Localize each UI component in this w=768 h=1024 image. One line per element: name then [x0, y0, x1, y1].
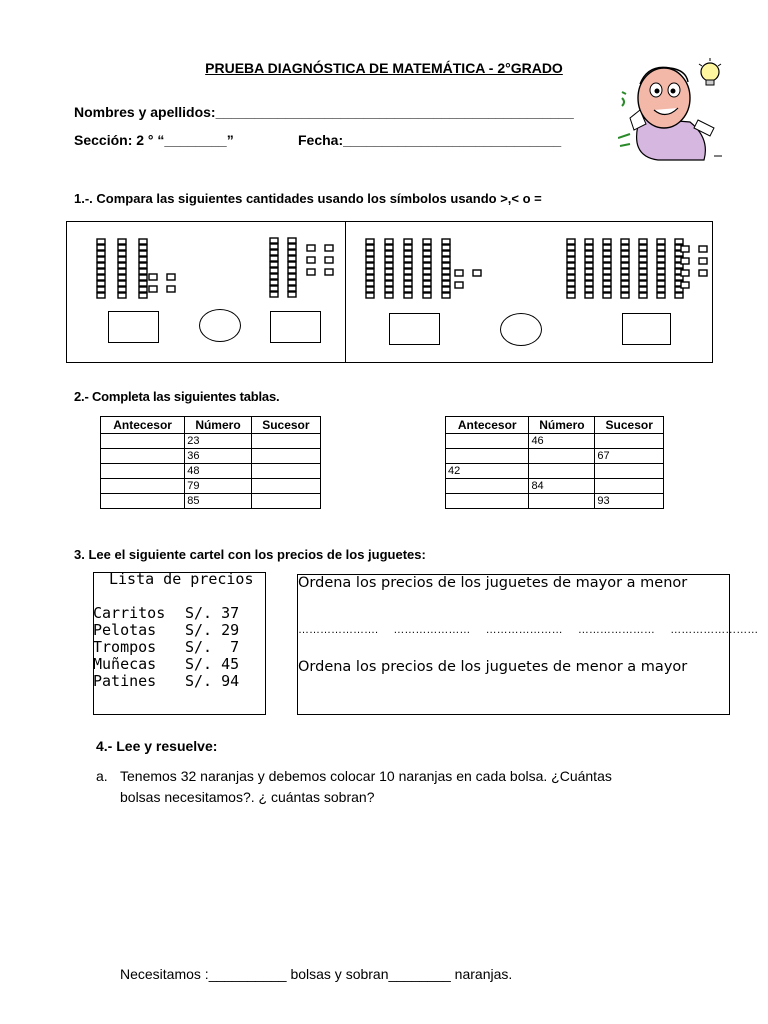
- ten-rod-cell: [442, 263, 450, 268]
- ten-rod-cell: [567, 287, 575, 292]
- ten-rod-cell: [366, 281, 374, 286]
- unit-cube: [681, 282, 689, 288]
- ten-rod-cell: [288, 238, 296, 243]
- unit-cube: [681, 246, 689, 252]
- ten-rod-cell: [567, 239, 575, 244]
- cell[interactable]: [251, 464, 320, 479]
- ten-rod-cell: [404, 275, 412, 280]
- ten-rod-cell: [423, 245, 431, 250]
- unit-cube: [167, 286, 175, 292]
- ten-rod-cell: [603, 239, 611, 244]
- table-2: [445, 416, 664, 509]
- ten-rod-cell: [404, 251, 412, 256]
- ten-rod-cell: [567, 269, 575, 274]
- ten-rod-cell: [639, 281, 647, 286]
- cell[interactable]: [446, 479, 529, 494]
- cell[interactable]: [529, 449, 595, 464]
- ten-rod-cell: [657, 263, 665, 268]
- cell[interactable]: [251, 449, 320, 464]
- cell[interactable]: 67: [595, 449, 664, 464]
- ten-rod-cell: [621, 269, 629, 274]
- ten-rod-cell: [404, 287, 412, 292]
- ten-rod-cell: [639, 257, 647, 262]
- ten-rod-cell: [423, 293, 431, 298]
- ten-rod-cell: [139, 293, 147, 298]
- ten-rod-cell: [585, 293, 593, 298]
- ten-rod-cell: [621, 281, 629, 286]
- ten-rod-cell: [603, 257, 611, 262]
- ten-rod-cell: [567, 251, 575, 256]
- table-row: [446, 494, 664, 509]
- ten-rod-cell: [366, 263, 374, 268]
- ten-rod-cell: [423, 251, 431, 256]
- answer-dots[interactable]: …………………: [485, 624, 563, 636]
- answer-line[interactable]: Necesitamos :__________ bolsas y sobran________ naranjas.: [120, 966, 513, 982]
- cell[interactable]: 46: [529, 434, 595, 449]
- order-asc-instruction: Ordena los precios de los juguetes de menor a mayor: [298, 659, 688, 675]
- unit-cube: [149, 274, 157, 280]
- ten-rod-cell: [621, 245, 629, 250]
- order-answer-dots[interactable]: [298, 624, 758, 636]
- unit-cube: [681, 258, 689, 264]
- ten-rod-cell: [97, 263, 105, 268]
- ten-rod-cell: [657, 275, 665, 280]
- ten-rod-cell: [139, 263, 147, 268]
- ten-rod-cell: [442, 281, 450, 286]
- ten-rod-cell: [639, 269, 647, 274]
- ten-rod-cell: [118, 281, 126, 286]
- unit-cube: [473, 270, 481, 276]
- ten-rod-cell: [366, 293, 374, 298]
- ten-rod-cell: [585, 269, 593, 274]
- ten-rod-cell: [657, 293, 665, 298]
- col-antecesor: Antecesor: [101, 417, 185, 434]
- table-1: [100, 416, 321, 509]
- ten-rod-cell: [621, 257, 629, 262]
- ten-rod-cell: [97, 281, 105, 286]
- ten-rod-cell: [139, 245, 147, 250]
- ten-rod-cell: [423, 275, 431, 280]
- ten-rod-cell: [270, 238, 278, 243]
- ten-rod-cell: [657, 269, 665, 274]
- cell[interactable]: [101, 479, 185, 494]
- cell: 23: [185, 434, 252, 449]
- cell[interactable]: [595, 464, 664, 479]
- section-line[interactable]: Sección: 2 ° “________”: [74, 132, 234, 148]
- list-item: [93, 673, 239, 690]
- table-row: [101, 434, 321, 449]
- ten-rod-cell: [97, 245, 105, 250]
- ten-rod-cell: [139, 275, 147, 280]
- ten-rod-cell: [288, 244, 296, 249]
- cell: 79: [185, 479, 252, 494]
- unit-cube: [149, 286, 157, 292]
- ten-rod-cell: [288, 280, 296, 285]
- ten-rod-cell: [603, 287, 611, 292]
- ten-rod-cell: [288, 250, 296, 255]
- ten-rod-cell: [288, 262, 296, 267]
- item-price: S/. 94: [185, 672, 240, 690]
- ten-rod-cell: [585, 263, 593, 268]
- ten-rod-cell: [385, 245, 393, 250]
- ten-rod-cell: [585, 275, 593, 280]
- cell[interactable]: [446, 449, 529, 464]
- ten-rod-cell: [621, 263, 629, 268]
- teacher-cartoon-icon: [618, 58, 728, 162]
- ten-rod-cell: [139, 257, 147, 262]
- ten-rod-cell: [442, 245, 450, 250]
- ten-rod-cell: [385, 263, 393, 268]
- item-name: Carritos: [93, 604, 166, 622]
- cell: 36: [185, 449, 252, 464]
- cell[interactable]: [595, 434, 664, 449]
- page-title: PRUEBA DIAGNÓSTICA DE MATEMÁTICA - 2°GRADO: [205, 60, 563, 76]
- unit-cube: [699, 246, 707, 252]
- ten-rod-cell: [270, 268, 278, 273]
- ten-rod-cell: [385, 281, 393, 286]
- ten-rod-cell: [270, 292, 278, 297]
- ten-rod-cell: [385, 239, 393, 244]
- compare-box: [66, 221, 713, 363]
- cell[interactable]: [101, 434, 185, 449]
- cell: 48: [185, 464, 252, 479]
- ten-rod-cell: [567, 263, 575, 268]
- unit-cube: [681, 270, 689, 276]
- cell[interactable]: 84: [529, 479, 595, 494]
- ten-rod-cell: [657, 245, 665, 250]
- answer-dots[interactable]: …………………: [393, 624, 471, 636]
- ten-rod-cell: [139, 287, 147, 292]
- cell[interactable]: [101, 464, 185, 479]
- ten-rod-cell: [385, 275, 393, 280]
- ten-rod-cell: [621, 239, 629, 244]
- ten-rod-cell: [657, 251, 665, 256]
- ten-rod-cell: [404, 239, 412, 244]
- ten-rod-cell: [270, 280, 278, 285]
- ten-rod-cell: [118, 275, 126, 280]
- col-sucesor: Sucesor: [251, 417, 320, 434]
- ten-rod-cell: [270, 274, 278, 279]
- ten-rod-cell: [97, 287, 105, 292]
- unit-cube: [699, 270, 707, 276]
- ten-rod-cell: [288, 292, 296, 297]
- table-row: [101, 449, 321, 464]
- unit-cube: [307, 269, 315, 275]
- unit-cube: [325, 245, 333, 251]
- cell[interactable]: [101, 449, 185, 464]
- item-name: Pelotas: [93, 621, 157, 639]
- item-name: Patines: [93, 672, 157, 690]
- date-line[interactable]: Fecha:____________________________: [298, 132, 562, 148]
- ten-rod-cell: [585, 251, 593, 256]
- ten-rod-cell: [442, 293, 450, 298]
- ten-rod-cell: [423, 257, 431, 262]
- ten-rod-cell: [657, 239, 665, 244]
- cell[interactable]: [446, 434, 529, 449]
- table-row: [446, 449, 664, 464]
- ten-rod-cell: [639, 293, 647, 298]
- ten-rod-cell: [639, 239, 647, 244]
- cell[interactable]: [251, 479, 320, 494]
- ten-rod-cell: [404, 245, 412, 250]
- question-1-label: 1.-. Compara las siguientes cantidades usando los símbolos usando >,< o =: [74, 191, 542, 206]
- list-item: [93, 622, 239, 639]
- answer-box-1a[interactable]: [108, 311, 159, 343]
- cell[interactable]: [595, 479, 664, 494]
- ten-rod-cell: [567, 245, 575, 250]
- ten-rod-cell: [97, 293, 105, 298]
- ten-rod-cell: [567, 293, 575, 298]
- ten-rod-cell: [442, 257, 450, 262]
- question-4-label: 4.- Lee y resuelve:: [96, 738, 218, 754]
- ten-rod-cell: [585, 245, 593, 250]
- ten-rod-cell: [270, 256, 278, 261]
- ten-rod-cell: [366, 269, 374, 274]
- ten-rod-cell: [675, 293, 683, 298]
- ten-rod-cell: [567, 257, 575, 262]
- ten-rod-cell: [139, 281, 147, 286]
- ten-rod-cell: [366, 275, 374, 280]
- list-item: [93, 639, 239, 656]
- ten-rod-cell: [139, 239, 147, 244]
- ten-rod-cell: [603, 251, 611, 256]
- col-numero: Número: [185, 417, 252, 434]
- ten-rod-cell: [639, 287, 647, 292]
- ten-rod-cell: [118, 257, 126, 262]
- ten-rod-cell: [603, 275, 611, 280]
- ten-rod-cell: [385, 293, 393, 298]
- problem-line-2: bolsas necesitamos?. ¿ cuántas sobran?: [120, 789, 375, 805]
- ten-rod-cell: [97, 239, 105, 244]
- ten-rod-cell: [423, 263, 431, 268]
- ten-rod-cell: [385, 269, 393, 274]
- cell[interactable]: [251, 494, 320, 509]
- unit-cube: [325, 257, 333, 263]
- ten-rod-cell: [585, 287, 593, 292]
- ten-rod-cell: [585, 281, 593, 286]
- cell: 85: [185, 494, 252, 509]
- price-list-box: [93, 572, 266, 715]
- cell[interactable]: [529, 494, 595, 509]
- table-row: [101, 464, 321, 479]
- order-box: [297, 574, 759, 715]
- col-antecesor: Antecesor: [446, 417, 529, 434]
- item-price: S/. 7: [185, 638, 240, 656]
- cell[interactable]: 42: [446, 464, 529, 479]
- ten-rod-cell: [442, 287, 450, 292]
- ten-rod-cell: [657, 281, 665, 286]
- question-3-label: 3. Lee el siguiente cartel con los precios de los juguetes:: [74, 547, 426, 562]
- ten-rod-cell: [270, 286, 278, 291]
- ten-rod-cell: [118, 245, 126, 250]
- table-row: [101, 479, 321, 494]
- cell[interactable]: [529, 464, 595, 479]
- ten-rod-cell: [97, 251, 105, 256]
- question-2-label: 2.- Completa las siguientes tablas.: [74, 389, 280, 404]
- item-price: S/. 37: [185, 604, 240, 622]
- ten-rod-cell: [288, 268, 296, 273]
- ten-rod-cell: [639, 275, 647, 280]
- ten-rod-cell: [97, 275, 105, 280]
- ten-rod-cell: [366, 251, 374, 256]
- ten-rod-cell: [621, 293, 629, 298]
- unit-cube: [307, 257, 315, 263]
- ten-rod-cell: [97, 269, 105, 274]
- item-price: S/. 29: [185, 621, 240, 639]
- ten-rod-cell: [639, 251, 647, 256]
- names-line[interactable]: Nombres y apellidos:______________________________________________: [74, 104, 574, 120]
- ten-rod-cell: [603, 269, 611, 274]
- item-price: S/. 45: [185, 655, 240, 673]
- table-row: [446, 434, 664, 449]
- price-list: [93, 605, 239, 690]
- cell[interactable]: 93: [595, 494, 664, 509]
- price-list-title: Lista de precios: [109, 570, 254, 588]
- ten-rod-cell: [118, 293, 126, 298]
- cell[interactable]: [251, 434, 320, 449]
- answer-dots[interactable]: ………………….: [298, 624, 379, 636]
- compare-circle-2[interactable]: [500, 313, 542, 346]
- ten-rod-cell: [603, 245, 611, 250]
- unit-cube: [699, 258, 707, 264]
- ten-rod-cell: [442, 269, 450, 274]
- ten-rod-cell: [366, 245, 374, 250]
- ten-rod-cell: [404, 257, 412, 262]
- ten-rod-cell: [621, 251, 629, 256]
- answer-dots[interactable]: ……………………: [670, 624, 759, 636]
- ten-rod-cell: [603, 293, 611, 298]
- ten-rod-cell: [366, 257, 374, 262]
- ten-rod-cell: [385, 257, 393, 262]
- ten-rod-cell: [423, 281, 431, 286]
- cell[interactable]: [101, 494, 185, 509]
- ten-rod-cell: [639, 263, 647, 268]
- answer-box-2a[interactable]: [389, 313, 440, 345]
- ten-rod-cell: [675, 239, 683, 244]
- ten-rod-cell: [118, 263, 126, 268]
- ten-rod-cell: [423, 269, 431, 274]
- ten-rod-cell: [270, 244, 278, 249]
- ten-rod-cell: [567, 275, 575, 280]
- unit-cube: [455, 270, 463, 276]
- table-row: [446, 464, 664, 479]
- ten-rod-cell: [423, 287, 431, 292]
- ten-rod-cell: [118, 269, 126, 274]
- ten-rod-cell: [139, 251, 147, 256]
- col-numero: Número: [529, 417, 595, 434]
- ten-rod-cell: [404, 269, 412, 274]
- col-sucesor: Sucesor: [595, 417, 664, 434]
- ten-rod-cell: [288, 274, 296, 279]
- ten-rod-cell: [423, 239, 431, 244]
- ten-rod-cell: [404, 281, 412, 286]
- answer-box-2b[interactable]: [622, 313, 671, 345]
- ten-rod-cell: [621, 275, 629, 280]
- unit-cube: [455, 282, 463, 288]
- ten-rod-cell: [366, 239, 374, 244]
- table-row: [446, 479, 664, 494]
- ten-rod-cell: [139, 269, 147, 274]
- ten-rod-cell: [270, 250, 278, 255]
- ten-rod-cell: [118, 287, 126, 292]
- ten-rod-cell: [366, 287, 374, 292]
- answer-dots[interactable]: …………………: [577, 624, 655, 636]
- ten-rod-cell: [385, 251, 393, 256]
- ten-rod-cell: [621, 287, 629, 292]
- problem-letter: a.: [96, 768, 108, 784]
- unit-cube: [325, 269, 333, 275]
- unit-cube: [167, 274, 175, 280]
- unit-cube: [307, 245, 315, 251]
- list-item: [93, 605, 239, 622]
- ten-rod-cell: [657, 257, 665, 262]
- ten-rod-cell: [270, 262, 278, 267]
- ten-rod-cell: [288, 286, 296, 291]
- list-item: [93, 656, 239, 673]
- cell[interactable]: [446, 494, 529, 509]
- ten-rod-cell: [118, 251, 126, 256]
- problem-line-1: Tenemos 32 naranjas y debemos colocar 10 naranjas en cada bolsa. ¿Cuántas: [120, 768, 612, 784]
- ten-rod-cell: [97, 257, 105, 262]
- table-row: [101, 494, 321, 509]
- ten-rod-cell: [567, 281, 575, 286]
- ten-rod-cell: [288, 256, 296, 261]
- answer-box-1b[interactable]: [270, 311, 321, 343]
- ten-rod-cell: [639, 245, 647, 250]
- item-name: Trompos: [93, 638, 157, 656]
- ten-rod-cell: [603, 281, 611, 286]
- ten-rod-cell: [585, 239, 593, 244]
- ten-rod-cell: [442, 239, 450, 244]
- ten-rod-cell: [404, 293, 412, 298]
- order-desc-instruction: Ordena los precios de los juguetes de mayor a menor: [298, 575, 688, 591]
- compare-circle-1[interactable]: [199, 309, 241, 342]
- ten-rod-cell: [118, 239, 126, 244]
- ten-rod-cell: [385, 287, 393, 292]
- ten-rod-cell: [442, 251, 450, 256]
- item-name: Muñecas: [93, 655, 157, 673]
- ten-rod-cell: [603, 263, 611, 268]
- ten-rod-cell: [585, 257, 593, 262]
- ten-rod-cell: [404, 263, 412, 268]
- ten-rod-cell: [442, 275, 450, 280]
- ten-rod-cell: [657, 287, 665, 292]
